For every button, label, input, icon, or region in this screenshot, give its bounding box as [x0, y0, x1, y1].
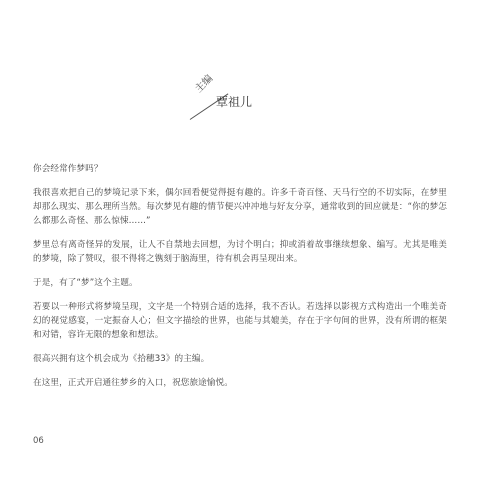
page-number: 06 — [33, 436, 44, 446]
paragraph-1: 你会经常作梦吗？ — [33, 164, 103, 174]
paragraph-7: 在这里，正式开启通往梦乡的入口，祝您旅途愉悦。 — [33, 378, 233, 388]
paragraph-5: 若要以一种形式将梦境呈现，文字是一个特别合适的选择，我不否认。若选择以影视方式构造出一个唯美奇幻的视觉感宴，一定振奋人心；但文字描绘的世界，也能与其媲美，存在于字句间的世界，没有所谓的框架和对错，容许无限的想象和想法。 — [33, 302, 447, 340]
paragraph-6: 很高兴拥有这个机会成为《拾穗33》的主编。 — [33, 354, 210, 364]
editor-credit — [190, 73, 300, 142]
paragraph-3: 梦里总有离奇怪异的发展，让人不自禁地去回想，为讨个明白；抑或消着故事继续想象、编写。尤其是唯美的梦境，除了赞叹，很不得将之镌刻于脑海里，待有机会再呈现出来。 — [33, 240, 447, 264]
paragraph-4: 于是，有了“梦”这个主题。 — [33, 278, 138, 288]
paragraph-2: 我很喜欢把自己的梦境记录下来，偶尔回看便觉得挺有趣的。许多千奇百怪、天马行空的不切实际，在梦里却那么现实、那么理所当然。每次梦见有趣的情节便兴冲冲地与好友分享，通常收到的回应就是：“你的梦怎么都那么奇怪、那么惊悚……” — [33, 188, 447, 226]
editor-name: 覃祖儿 — [216, 95, 253, 109]
article-body — [33, 162, 447, 400]
editor-role-label: 主编 — [193, 73, 216, 96]
